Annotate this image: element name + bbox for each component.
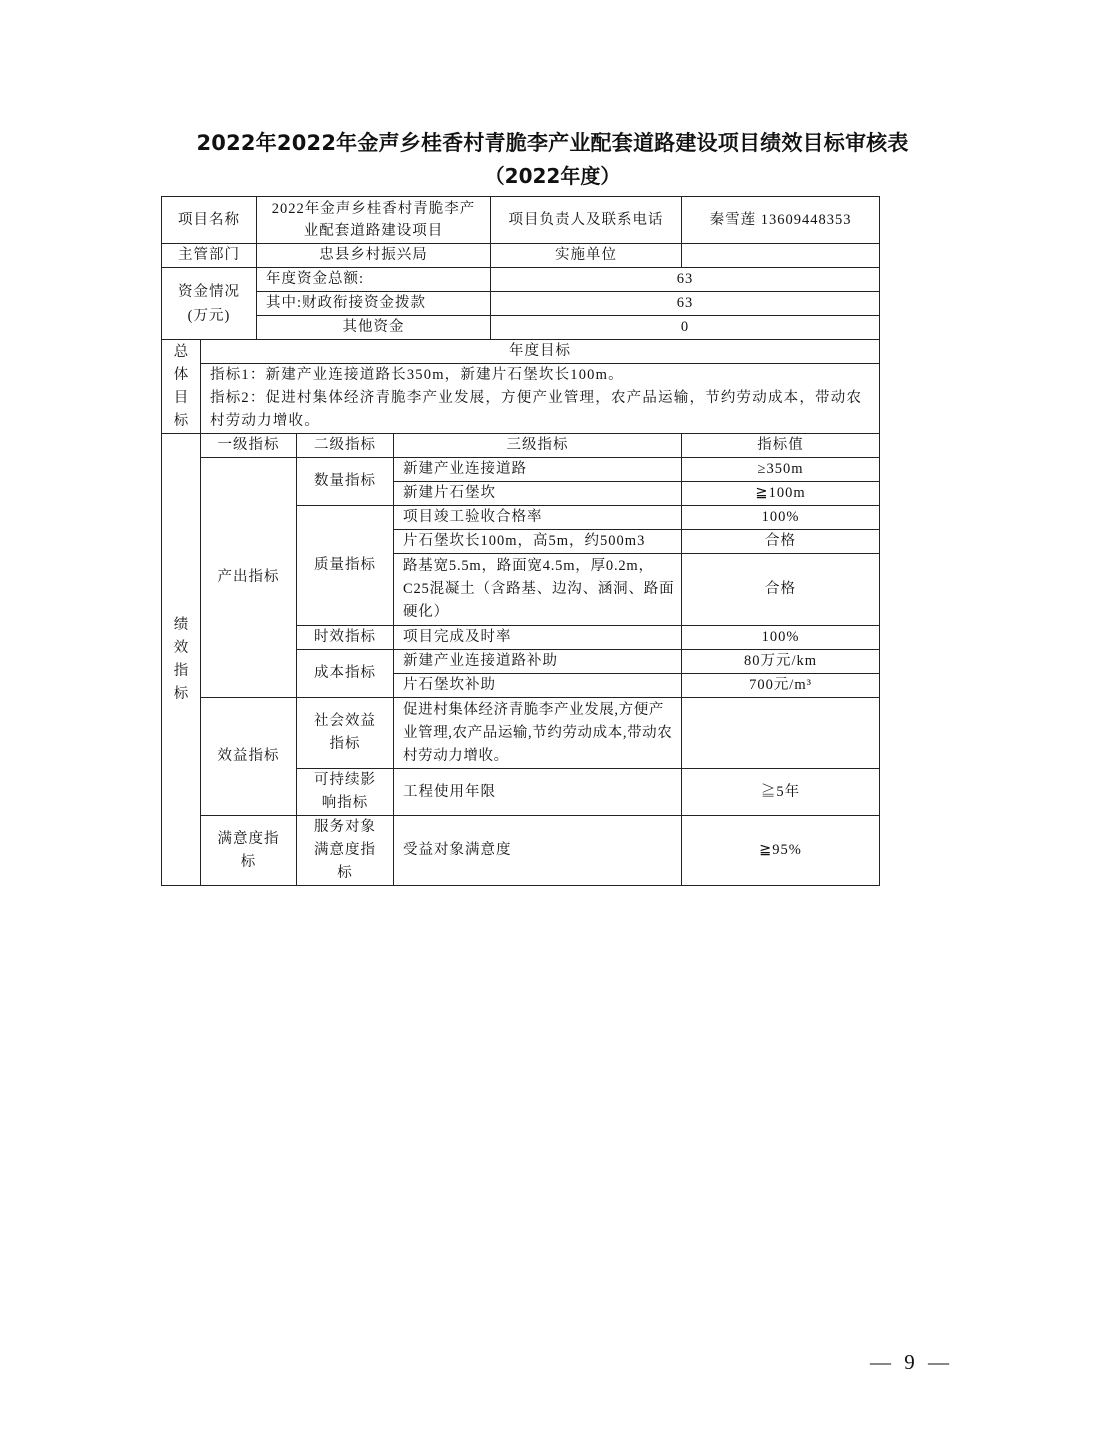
quality-label: 质量指标: [297, 506, 394, 626]
document-title: 2022年2022年金声乡桂香村青脆李产业配套道路建设项目绩效目标审核表: [196, 131, 909, 155]
satisfaction-label: 满意度指标: [201, 816, 297, 886]
header-level3: 三级指标: [394, 434, 682, 458]
benefit-label: 效益指标: [201, 698, 297, 816]
timeliness-label: 时效指标: [297, 626, 394, 650]
header-level2: 二级指标: [297, 434, 394, 458]
row-value: 100%: [682, 626, 880, 650]
goal-2: 指标2：促进村集体经济青脆李产业发展，方便产业管理，农产品运输，节约劳动成本，带动农村劳动力增收。: [210, 390, 863, 429]
project-name-value: 2022年金声乡桂香村青脆李产业配套道路建设项目: [257, 197, 491, 244]
row-name: 路基宽5.5m，路面宽4.5m，厚0.2m，C25混凝土（含路基、边沟、涵洞、路面硬化）: [394, 554, 682, 626]
row-name: 新建产业连接道路补助: [394, 650, 682, 674]
output-label: 产出指标: [201, 458, 297, 698]
annual-goal-header: 年度目标: [201, 340, 880, 364]
funds-annual-value: 63: [491, 268, 880, 292]
row-name: 新建产业连接道路: [394, 458, 682, 482]
quantity-label: 数量指标: [297, 458, 394, 506]
funds-other-value: 0: [491, 316, 880, 340]
performance-target-table: [161, 196, 880, 886]
contact-value: 秦雪莲 13609448353: [682, 197, 880, 244]
funds-other-label: 其他资金: [257, 316, 491, 340]
row-value: 合格: [682, 530, 880, 554]
row-value: 80万元/km: [682, 650, 880, 674]
row-value: ≥350m: [682, 458, 880, 482]
contact-label: 项目负责人及联系电话: [491, 197, 682, 244]
row-name: 项目完成及时率: [394, 626, 682, 650]
goal-1: 指标1：新建产业连接道路长350m，新建片石堡坎长100m。: [210, 367, 624, 383]
project-name-label: 项目名称: [162, 197, 257, 244]
row-value: 100%: [682, 506, 880, 530]
funds-fiscal-value: 63: [491, 292, 880, 316]
page-number: — 9 —: [870, 1350, 953, 1374]
perf-label: 绩效指标: [162, 434, 201, 886]
social-label: 社会效益指标: [297, 698, 394, 769]
row-value: [682, 698, 880, 769]
row-value: ≧5年: [682, 769, 880, 816]
row-name: 新建片石堡坎: [394, 482, 682, 506]
service-label: 服务对象满意度指标: [297, 816, 394, 886]
header-level1: 一级指标: [201, 434, 297, 458]
impl-value: [682, 244, 880, 268]
dept-value: 忠县乡村振兴局: [257, 244, 491, 268]
row-name: 促进村集体经济青脆李产业发展,方便产业管理,农产品运输,节约劳动成本,带动农村劳动力增收。: [394, 698, 682, 769]
document-subtitle: （2022年度）: [484, 164, 621, 188]
impl-label: 实施单位: [491, 244, 682, 268]
funds-annual-label: 年度资金总额:: [257, 268, 491, 292]
dept-label: 主管部门: [162, 244, 257, 268]
cost-label: 成本指标: [297, 650, 394, 698]
row-value: 合格: [682, 554, 880, 626]
funds-fiscal-label: 其中:财政衔接资金拨款: [257, 292, 491, 316]
sustain-label: 可持续影响指标: [297, 769, 394, 816]
row-name: 受益对象满意度: [394, 816, 682, 886]
header-value: 指标值: [682, 434, 880, 458]
funds-label: 资金情况(万元): [162, 268, 257, 340]
row-name: 项目竣工验收合格率: [394, 506, 682, 530]
row-name: 片石堡坎补助: [394, 674, 682, 698]
row-value: 700元/m³: [682, 674, 880, 698]
row-name: 工程使用年限: [394, 769, 682, 816]
annual-goal-content: [201, 364, 880, 434]
row-name: 片石堡坎长100m，高5m，约500m3: [394, 530, 682, 554]
row-value: ≧95%: [682, 816, 880, 886]
overall-goal-label: 总体目标: [162, 340, 201, 434]
row-value: ≧100m: [682, 482, 880, 506]
